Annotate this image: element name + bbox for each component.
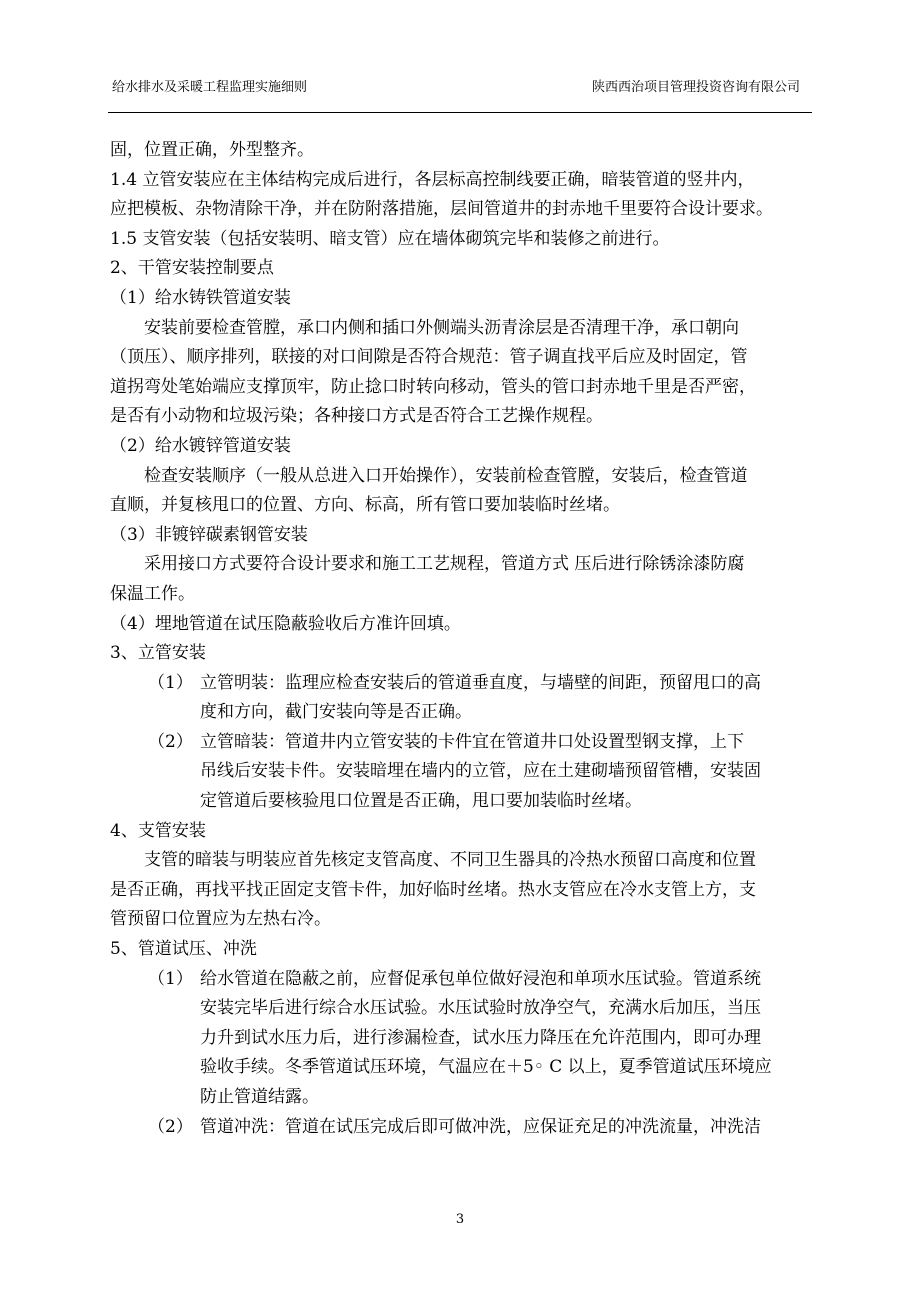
list-item-number: （2） (148, 1116, 193, 1137)
list-item (110, 965, 812, 1113)
text-line: 道拐弯处笔始端应支撑顶牢，防止捻口时转向移动，管头的管口封赤地千里是否严密， (110, 376, 756, 397)
text-line: 1.4 立管安装应在主体结构完成后进行，各层标高控制线要正确，暗装管道的竖井内， (110, 169, 755, 190)
section-heading: 5、管道试压、冲洗 (110, 939, 257, 960)
text-line: 采用接口方式要符合设计要求和施工工艺规程，管道方式 压后进行除锈涂漆防腐 (144, 554, 745, 575)
list-item-text (200, 1113, 812, 1143)
text-line: 度和方向，截门安装向等是否正确。 (200, 702, 472, 723)
section-heading: 2、干管安装控制要点 (110, 258, 274, 279)
subsection-heading: （4）埋地管道在试压隐蔽验收后方准许回填。 (110, 613, 461, 634)
list-item (110, 669, 812, 728)
text-line: 给水管道在隐蔽之前，应督促承包单位做好浸泡和单项水压试验。管道系统 (200, 968, 761, 989)
list-item-number: （1） (148, 672, 193, 693)
text-line: 检查安装顺序（一般从总进入口开始操作），安装前检查管膛，安装后，检查管道 (144, 465, 748, 486)
text-line: 立管暗装：管道井内立管安装的卡件宜在管道井口处设置型钢支撑，上下 (200, 731, 744, 752)
list-item-number: （2） (148, 731, 193, 752)
text-line: 管预留口位置应为左热右冷。 (110, 909, 331, 930)
subsection-heading: （1）给水铸铁管道安装 (110, 287, 291, 308)
text-line: 管道冲洗：管道在试压完成后即可做冲洗，应保证充足的冲洗流量，冲洗洁 (200, 1116, 761, 1137)
text-line: 验收手续。冬季管道试压环境，气温应在＋5◦ C 以上，夏季管道试压环境应 (200, 1057, 772, 1078)
document-body (110, 136, 812, 1142)
list-item-text (200, 728, 812, 817)
list-item-text (200, 965, 812, 1113)
text-line: 吊线后安装卡件。安装暗埋在墙内的立管，应在土建砌墙预留管槽，安装固 (200, 761, 761, 782)
text-line: 安装完毕后进行综合水压试验。水压试验时放净空气，充满水后加压，当压 (200, 998, 761, 1019)
text-line: 应把模板、杂物清除干净，并在防附落措施，层间管道井的封赤地千里要符合设计要求。 (110, 199, 773, 220)
subsection-heading: （3）非镀锌碳素钢管安装 (110, 524, 308, 545)
text-line: 安装前要检查管膛，承口内侧和插口外侧端头沥青涂层是否清理干净，承口朝向 (144, 317, 739, 338)
text-line: 力升到试水压力后，进行渗漏检查，试水压力降压在允许范围内，即可办理 (200, 1027, 761, 1048)
text-line: 1.5 支管安装（包括安装明、暗支管）应在墙体砌筑完毕和装修之前进行。 (110, 228, 670, 249)
list-item (110, 728, 812, 817)
text-line: 是否正确，再找平找正固定支管卡件，加好临时丝堵。热水支管应在冷水支管上方，支 (110, 879, 756, 900)
list-item-number: （1） (148, 968, 193, 989)
text-line: 支管的暗装与明装应首先核定支管高度、不同卫生器具的冷热水预留口高度和位置 (144, 850, 756, 871)
section-heading: 3、立管安装 (110, 643, 206, 664)
header-divider (108, 112, 812, 113)
text-line: 立管明装：监理应检查安装后的管道垂直度，与墙壁的间距，预留甩口的高 (200, 672, 761, 693)
subsection-heading: （2）给水镀锌管道安装 (110, 435, 291, 456)
page-header-left: 给水排水及采暖工程监理实施细则 (112, 80, 308, 95)
page-header-right: 陕西西治项目管理投资咨询有限公司 (591, 80, 800, 95)
text-line: 保温工作。 (110, 583, 195, 604)
text-line: 防止管道结露。 (200, 1087, 319, 1107)
text-line: （顶压）、顺序排列，联接的对口间隙是否符合规范：管子调直找平后应及时固定，管 (110, 347, 748, 368)
list-item-text (200, 669, 812, 728)
page-number: 3 (455, 1212, 465, 1227)
list-item (110, 1113, 812, 1143)
section-heading: 4、支管安装 (110, 820, 206, 841)
text-line: 是否有小动物和垃圾污染；各种接口方式是否符合工艺操作规程。 (110, 406, 603, 427)
text-line: 固，位置正确，外型整齐。 (110, 140, 314, 160)
text-line: 定管道后要核验甩口位置是否正确，甩口要加装临时丝堵。 (200, 791, 642, 812)
text-line: 直顺，并复核甩口的位置、方向、标高，所有管口要加装临时丝堵。 (110, 495, 620, 516)
